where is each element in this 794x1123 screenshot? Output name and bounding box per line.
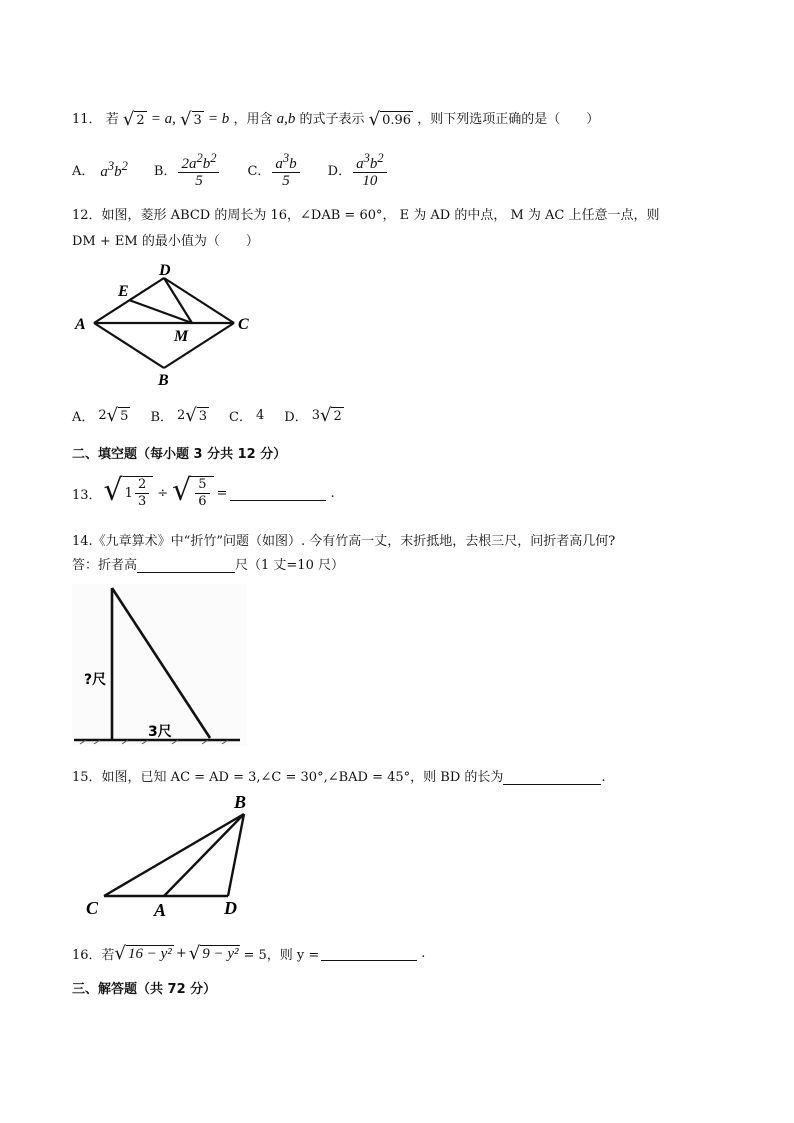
label-D: D xyxy=(224,898,237,918)
rhombus-figure xyxy=(72,260,272,390)
sqrt-2: √ 2 xyxy=(122,108,145,130)
q12-option-a: A． 2 √ 5 xyxy=(72,404,129,426)
label-A: A xyxy=(154,900,167,920)
question-11: 11． 若 √ 2 = a, √ 3 = b ，用含 a,b 的式子表示 √ 0.96 ，则下列选项正确的是（ ） xyxy=(72,108,600,130)
q11-option-c: C． $\frac{a^3b}{5}$ xyxy=(247,150,301,189)
q14-line2: 答：折者高 尺（1 丈=10 尺） xyxy=(72,558,344,573)
q11-stem-c: 的式子表示 xyxy=(299,112,365,127)
label-D: D xyxy=(159,262,171,279)
question-15: 15．如图，已知 AC = AD = 3,∠C = 30°,∠BAD = 45°，则 BD 的长为 . xyxy=(72,770,606,785)
q12-option-d: D． 3 √ 2 xyxy=(284,404,342,426)
q12-option-c: C． 4 xyxy=(229,408,265,425)
label-C: C xyxy=(86,898,99,918)
label-E: E xyxy=(118,283,129,300)
q11-stem-d: ，则下列选项正确的是（ ） xyxy=(417,112,600,127)
q11-number: 11． xyxy=(72,112,102,127)
q16-answer-blank[interactable] xyxy=(321,946,417,961)
question-13: 13． √ 1 $\frac{2}{3}$ ÷ √ $\frac{5}{6}$ = . xyxy=(72,473,335,509)
label-C: C xyxy=(238,316,249,333)
q11-option-d: D． $\frac{a^3b^2}{10}$ xyxy=(328,150,389,189)
q11-stem-b: ，用含 xyxy=(233,112,273,127)
label-M: M xyxy=(174,328,189,345)
sqrt-3: √ 3 xyxy=(180,108,202,130)
q14-answer-blank[interactable] xyxy=(137,558,235,573)
label-three-chi: 3尺 xyxy=(148,724,172,740)
q11-option-a: A． $a^3b^2$ xyxy=(72,158,128,180)
section-2-heading: 二、填空题（每小题 3 分共 12 分） xyxy=(72,447,287,462)
q15-answer-blank[interactable] xyxy=(503,770,601,785)
question-16: 16．若 √ 16 − y² + √ 9 − y² = 5，则 y = . xyxy=(72,942,426,964)
q12-line2: DM + EM 的最小值为（ ） xyxy=(72,234,259,249)
q11-option-b: B． $\frac{2a^2b^2}{5}$ xyxy=(154,150,222,189)
q14-line1: 14.《九章算术》中“折竹”问题（如图）. 今有竹高一丈，末折抵地，去根三尺，问折者高几何? xyxy=(72,534,616,549)
q12-options xyxy=(72,406,370,425)
q11-options xyxy=(72,150,415,189)
label-B: B xyxy=(158,372,169,389)
section-3-heading: 三、解答题（共 72 分） xyxy=(72,982,217,997)
q12-line1: 12．如图，菱形 ABCD 的周长为 16，∠DAB = 60°， E 为 AD 的中点， M 为 AC 上任意一点，则 xyxy=(72,208,660,223)
q11-stem: 若 xyxy=(105,112,119,127)
label-A: A xyxy=(75,316,86,333)
label-B: B xyxy=(234,792,247,812)
sqrt-0-96: √ 0.96 xyxy=(368,108,412,130)
label-unknown-height: ?尺 xyxy=(84,672,107,688)
q13-answer-blank[interactable] xyxy=(230,486,326,501)
q12-option-b: B． 2 √ 3 xyxy=(150,404,208,426)
bamboo-figure xyxy=(72,584,247,746)
q11-vars: a,b xyxy=(276,111,296,127)
triangle-figure xyxy=(72,790,282,920)
